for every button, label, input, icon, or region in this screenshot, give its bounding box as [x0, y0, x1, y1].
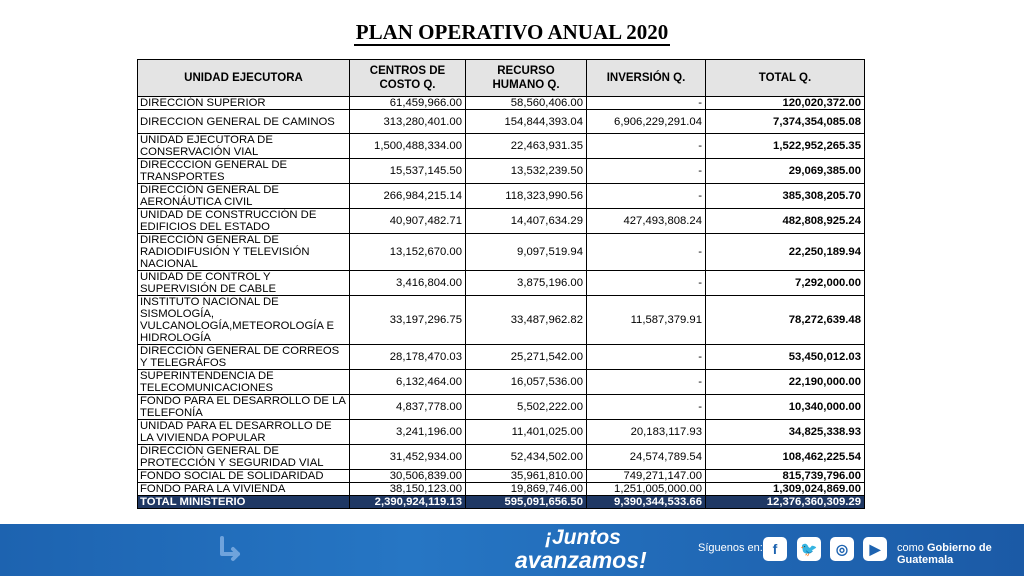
centros-cell: 4,837,778.00 [350, 395, 466, 420]
inversion-cell: - [587, 134, 706, 159]
slogan-line1: ¡Juntos [545, 526, 621, 549]
centros-cell: 28,178,470.03 [350, 345, 466, 370]
total-cell: 22,190,000.00 [706, 370, 865, 395]
gob-prefix: como [897, 542, 924, 554]
page-title [0, 20, 1024, 45]
total-row [138, 496, 865, 509]
footer-bar [0, 524, 1024, 576]
table-row [138, 134, 865, 159]
unidad-cell: FONDO PARA LA VIVIENDA [138, 483, 350, 496]
instagram-icon[interactable]: ◎ [830, 537, 854, 561]
header-recurso-line2: HUMANO Q. [492, 79, 560, 91]
centros-cell: 31,452,934.00 [350, 445, 466, 470]
table-row [138, 445, 865, 470]
centros-cell: 30,506,839.00 [350, 470, 466, 483]
centros-cell: 61,459,966.00 [350, 97, 466, 110]
unidad-cell: UNIDAD DE CONTROL Y SUPERVISIÓN DE CABLE [138, 271, 350, 296]
unidad-cell: DIRECCION GENERAL DE CAMINOS [138, 110, 350, 134]
inversion-cell: - [587, 97, 706, 110]
total-centros-cell: 2,390,924,119.13 [350, 496, 466, 509]
unidad-cell: SUPERINTENDENCIA DE TELECOMUNICACIONES [138, 370, 350, 395]
recurso-cell: 35,961,810.00 [466, 470, 587, 483]
total-unidad-cell: TOTAL MINISTERIO [138, 496, 350, 509]
total-cell: 1,309,024,869.00 [706, 483, 865, 496]
table-body [138, 97, 865, 509]
twitter-icon[interactable]: 🐦 [797, 537, 821, 561]
unidad-cell: DIRECCIÓN GENERAL DE PROTECCIÓN Y SEGURIDAD VIAL [138, 445, 350, 470]
total-cell: 53,450,012.03 [706, 345, 865, 370]
inversion-cell: 11,587,379.91 [587, 296, 706, 345]
youtube-icon[interactable]: ▶ [863, 537, 887, 561]
gob-name: Gobierno de Guatemala [897, 542, 992, 566]
gob-label [897, 542, 1024, 566]
header-recurso-line1: RECURSO [497, 65, 555, 77]
centros-cell: 33,197,296.75 [350, 296, 466, 345]
total-inversion-cell: 9,390,344,533.66 [587, 496, 706, 509]
total-cell: 7,292,000.00 [706, 271, 865, 296]
total-cell: 7,374,354,085.08 [706, 110, 865, 134]
unidad-cell: DIRECCIÓN GENERAL DE RADIODIFUSIÓN Y TELEVISIÓN NACIONAL [138, 234, 350, 271]
unidad-cell: UNIDAD EJECUTORA DE CONSERVACIÓN VIAL [138, 134, 350, 159]
table-row [138, 159, 865, 184]
slogan-line2: avanzamos! [515, 547, 647, 573]
table-row [138, 271, 865, 296]
unidad-cell: DIRECCIÓN GENERAL DE AERONÁUTICA CIVIL [138, 184, 350, 209]
total-cell: 1,522,952,265.35 [706, 134, 865, 159]
table-row [138, 370, 865, 395]
recurso-cell: 22,463,931.35 [466, 134, 587, 159]
table-row [138, 345, 865, 370]
inversion-cell: - [587, 370, 706, 395]
table-row [138, 184, 865, 209]
unidad-cell: UNIDAD DE CONSTRUCCIÓN DE EDIFICIOS DEL ESTADO [138, 209, 350, 234]
recurso-cell: 25,271,542.00 [466, 345, 587, 370]
recurso-cell: 118,323,990.56 [466, 184, 587, 209]
table-row [138, 395, 865, 420]
inversion-cell: 749,271,147.00 [587, 470, 706, 483]
table-row [138, 483, 865, 496]
recurso-cell: 11,401,025.00 [466, 420, 587, 445]
header-total: TOTAL Q. [706, 60, 865, 97]
inversion-cell: - [587, 395, 706, 420]
total-cell: 120,020,372.00 [706, 97, 865, 110]
centros-cell: 3,241,196.00 [350, 420, 466, 445]
header-unidad: UNIDAD EJECUTORA [138, 60, 350, 97]
table-row [138, 420, 865, 445]
unidad-cell: INSTITUTO NACIONAL DE SISMOLOGÍA, VULCANOLOGÍA,METEOROLOGÍA E HIDROLOGÍA [138, 296, 350, 345]
header-centros [350, 60, 466, 97]
table-row [138, 209, 865, 234]
centros-cell: 3,416,804.00 [350, 271, 466, 296]
total-cell: 108,462,225.54 [706, 445, 865, 470]
inversion-cell: 1,251,005,000.00 [587, 483, 706, 496]
recurso-cell: 154,844,393.04 [466, 110, 587, 134]
inversion-cell: - [587, 184, 706, 209]
recurso-cell: 52,434,502.00 [466, 445, 587, 470]
unidad-cell: UNIDAD PARA EL DESARROLLO DE LA VIVIENDA POPULAR [138, 420, 350, 445]
budget-table [137, 59, 865, 509]
centros-cell: 38,150,123.00 [350, 483, 466, 496]
unidad-cell: FONDO PARA EL DESARROLLO DE LA TELEFONÍA [138, 395, 350, 420]
total-total-cell: 12,376,360,309.29 [706, 496, 865, 509]
unidad-cell: DIRECCCION GENERAL DE TRANSPORTES [138, 159, 350, 184]
centros-cell: 13,152,670.00 [350, 234, 466, 271]
centros-cell: 6,132,464.00 [350, 370, 466, 395]
total-cell: 34,825,338.93 [706, 420, 865, 445]
centros-cell: 313,280,401.00 [350, 110, 466, 134]
recurso-cell: 14,407,634.29 [466, 209, 587, 234]
header-centros-line2: COSTO Q. [379, 79, 436, 91]
inversion-cell: 427,493,808.24 [587, 209, 706, 234]
table-row [138, 234, 865, 271]
unidad-cell: DIRECCIÓN SUPERIOR [138, 97, 350, 110]
slogan [515, 527, 647, 571]
facebook-icon[interactable]: f [763, 537, 787, 561]
inversion-cell: - [587, 271, 706, 296]
recurso-cell: 5,502,222.00 [466, 395, 587, 420]
centros-cell: 40,907,482.71 [350, 209, 466, 234]
return-arrow-icon[interactable] [214, 534, 244, 564]
total-cell: 78,272,639.48 [706, 296, 865, 345]
inversion-cell: - [587, 345, 706, 370]
total-cell: 10,340,000.00 [706, 395, 865, 420]
inversion-cell: 20,183,117.93 [587, 420, 706, 445]
recurso-cell: 19,869,746.00 [466, 483, 587, 496]
header-centros-line1: CENTROS DE [369, 65, 446, 77]
total-cell: 385,308,205.70 [706, 184, 865, 209]
header-inversion: INVERSIÓN Q. [587, 60, 706, 97]
total-recurso-cell: 595,091,656.50 [466, 496, 587, 509]
recurso-cell: 9,097,519.94 [466, 234, 587, 271]
header-recurso [466, 60, 587, 97]
centros-cell: 266,984,215.14 [350, 184, 466, 209]
recurso-cell: 3,875,196.00 [466, 271, 587, 296]
recurso-cell: 16,057,536.00 [466, 370, 587, 395]
table-row [138, 296, 865, 345]
unidad-cell: DIRECCIÓN GENERAL DE CORREOS Y TELEGRÁFOS [138, 345, 350, 370]
centros-cell: 1,500,488,334.00 [350, 134, 466, 159]
unidad-cell: FONDO SOCIAL DE SOLIDARIDAD [138, 470, 350, 483]
inversion-cell: - [587, 234, 706, 271]
recurso-cell: 13,532,239.50 [466, 159, 587, 184]
total-cell: 815,739,796.00 [706, 470, 865, 483]
inversion-cell: 24,574,789.54 [587, 445, 706, 470]
inversion-cell: - [587, 159, 706, 184]
table-row [138, 470, 865, 483]
total-cell: 482,808,925.24 [706, 209, 865, 234]
table-row [138, 110, 865, 134]
centros-cell: 15,537,145.50 [350, 159, 466, 184]
follow-label: Síguenos en: [698, 542, 763, 554]
recurso-cell: 58,560,406.00 [466, 97, 587, 110]
inversion-cell: 6,906,229,291.04 [587, 110, 706, 134]
recurso-cell: 33,487,962.82 [466, 296, 587, 345]
total-cell: 22,250,189.94 [706, 234, 865, 271]
total-cell: 29,069,385.00 [706, 159, 865, 184]
title-text: PLAN OPERATIVO ANUAL 2020 [355, 20, 669, 44]
table-header-row [138, 60, 865, 97]
table-row [138, 97, 865, 110]
